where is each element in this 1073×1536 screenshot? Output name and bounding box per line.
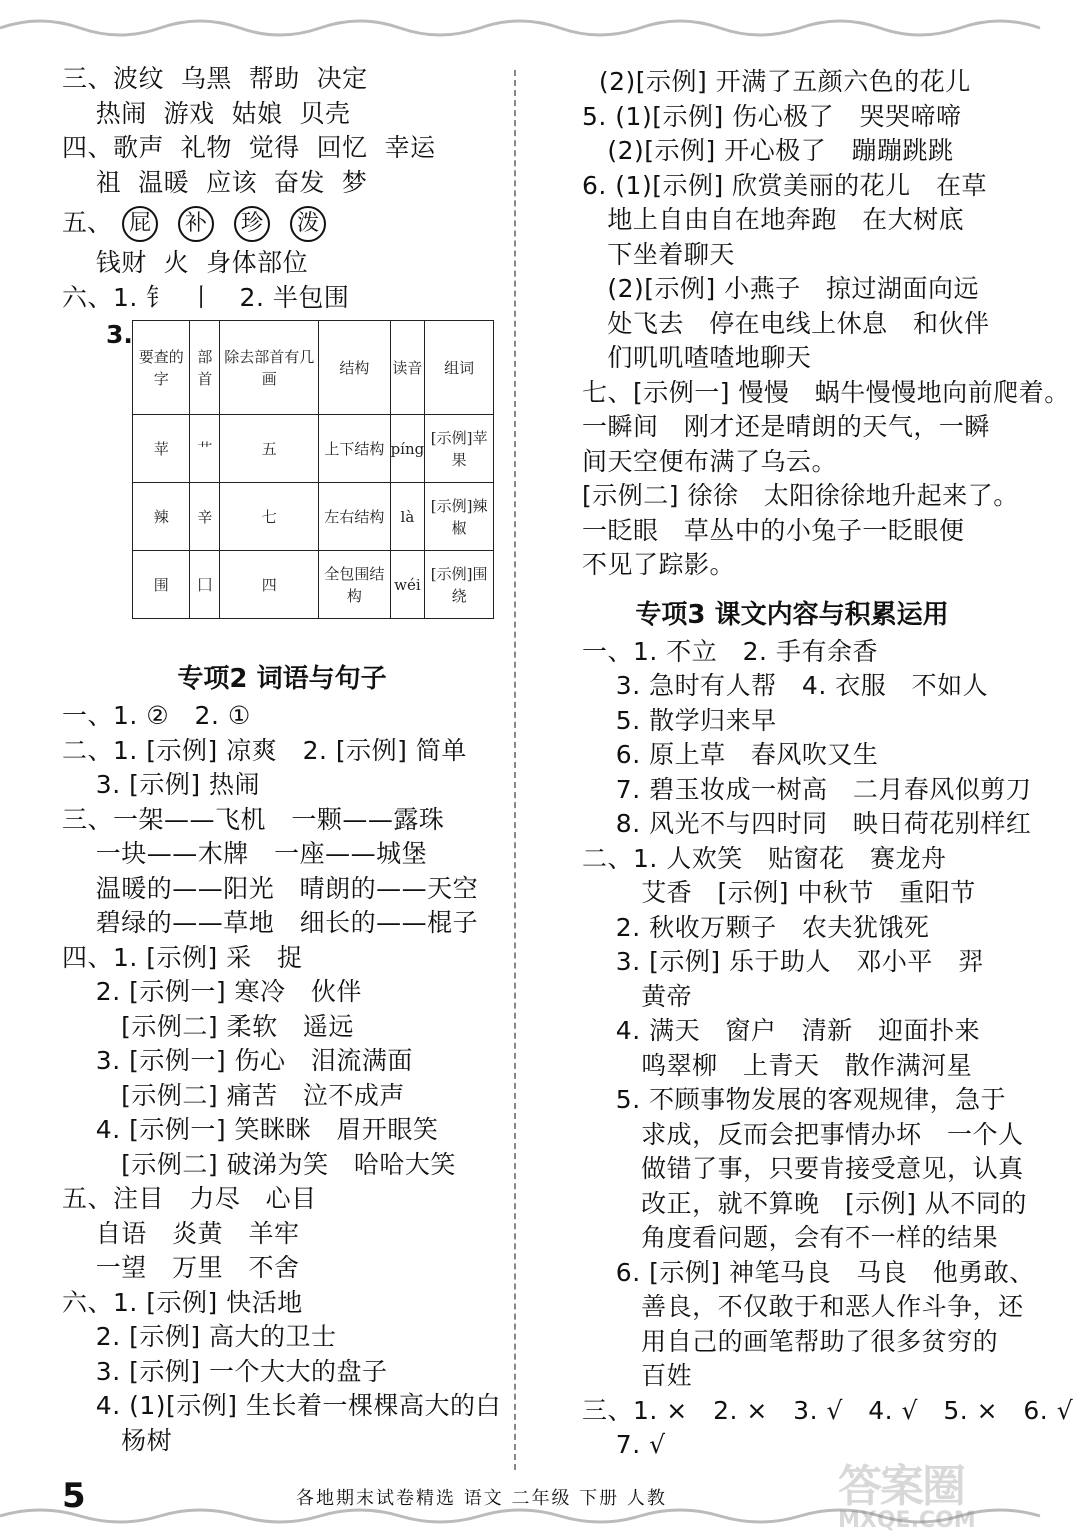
answer-line: 碧绿的——草地 细长的——棍子 (62, 908, 479, 937)
answer-line: 改正，就不算晚 [示例] 从不同的 (582, 1188, 1027, 1218)
answer-line: 做错了事，只要肯接受意见，认真 (582, 1154, 1024, 1183)
answer-line: 不见了踪影。 (582, 550, 736, 579)
table-header-cell: 要查的字 (133, 321, 190, 415)
footer-text: 各地期末试卷精选 语文 二年级 下册 人教 (296, 1488, 667, 1509)
table-header-cell: 除去部首有几画 (220, 321, 319, 415)
answer-line: 一块——木牌 一座——城堡 (62, 839, 428, 868)
table-cell: píng (390, 415, 425, 483)
watermark-logo-text: 答案圈 (838, 1461, 964, 1512)
answer-line: 二、1. 人欢笑 贴窗花 赛龙舟 (582, 843, 947, 873)
table-cell: 囗 (190, 551, 220, 619)
answer-line: 一、1. 不立 2. 手有余香 (582, 636, 878, 666)
answer-line: 3. [示例] 一个大大的盘子 (62, 1356, 388, 1386)
answer-line: 用自己的画笔帮助了很多贫穷的 (582, 1326, 999, 1356)
answer-line: 黄帝 (582, 981, 693, 1011)
answer-line: 三、1. × 2. × 3. √ 4. √ 5. × 6. √ (582, 1395, 1073, 1425)
table-row (133, 415, 494, 483)
page-number: 5 (62, 1476, 86, 1516)
answer-line: 三、一架——飞机 一颗——露珠 (62, 804, 445, 834)
answer-line: 求成，反而会把事情办坏 一个人 (582, 1119, 1024, 1149)
right-column (582, 65, 1073, 1463)
table-cell: 辣 (133, 483, 190, 551)
page-footer (62, 1476, 962, 1516)
answer-line: 六、1. 钅 丨 2. 半包围 (62, 282, 350, 312)
answer-line: 四、歌声 礼物 觉得 回忆 幸运 (62, 133, 436, 162)
answer-line: 一望 万里 不舍 (62, 1253, 300, 1282)
answer-line: 3. [示例一] 伤心 泪流满面 (62, 1046, 413, 1075)
answer-line: 百姓 (582, 1361, 693, 1390)
circled-char: 屁 (122, 206, 158, 242)
answer-line: 5. (1)[示例] 伤心极了 哭哭啼啼 (582, 101, 962, 131)
answer-line: 2. [示例] 高大的卫士 (62, 1322, 337, 1351)
table-cell: 五 (220, 415, 319, 483)
answer-line: 三、波纹 乌黑 帮助 决定 (62, 64, 368, 93)
answer-line: 7. √ (582, 1430, 666, 1459)
table-header-cell: 组词 (425, 321, 494, 415)
answer-line: 2. [示例一] 寒冷 伙伴 (62, 977, 362, 1006)
table-cell: 全包围结构 (319, 551, 390, 619)
answer-line: 一瞬间 刚才还是晴朗的天气，一瞬 (582, 412, 990, 441)
table-cell: là (390, 483, 425, 551)
answer-line: 二、1. [示例] 凉爽 2. [示例] 简单 (62, 735, 467, 765)
circled-char: 珍 (234, 206, 270, 242)
table-cell: 左右结构 (319, 483, 390, 551)
table-header-cell: 部首 (190, 321, 220, 415)
table-cell: 四 (220, 551, 319, 619)
answer-line: 鸣翠柳 上青天 散作满河星 (582, 1050, 973, 1080)
section-title: 专项2 词语与句子 (177, 664, 387, 694)
answer-line: 六、1. [示例] 快活地 (62, 1287, 303, 1317)
answer-line: 一、1. ② 2. ① (62, 701, 251, 730)
answer-line: 艾香 [示例] 中秋节 重阳节 (582, 878, 976, 907)
answer-line: 七、[示例一] 慢慢 蜗牛慢慢地向前爬着。 (582, 377, 1070, 407)
answer-line: 处飞去 停在电线上休息 和伙伴 (582, 308, 990, 338)
answer-line: 2. 秋收万颗子 农夫犹饿死 (582, 912, 930, 942)
top-wave-border (0, 0, 1006, 40)
answer-line: 6. (1)[示例] 欣赏美丽的花儿 在草 (582, 170, 988, 200)
table-cell: 七 (220, 483, 319, 551)
watermark-logo (838, 1450, 998, 1533)
answer-line: 3. 急时有人帮 4. 衣服 不如人 (582, 671, 989, 700)
answer-line-circled (62, 200, 502, 246)
answer-line: 五、注目 力尽 心目 (62, 1184, 317, 1213)
answer-line: 下坐着聊天 (582, 239, 735, 269)
answer-line: 钱财 火 身体部位 (62, 248, 309, 277)
answer-line: 6. [示例] 神笔马良 马良 他勇敢、 (582, 1257, 1035, 1287)
answer-line: 3. [示例] 热闹 (62, 770, 261, 799)
answer-line: 7. 碧玉妆成一树高 二月春风似剪刀 (582, 774, 1032, 804)
section-title: 专项3 课文内容与积累运用 (635, 599, 949, 630)
answer-line: [示例二] 痛苦 泣不成声 (62, 1080, 405, 1110)
table-cell: 辛 (190, 483, 220, 551)
table-header-row (133, 321, 494, 415)
table-number: 3. (106, 320, 133, 349)
table-cell: [示例]苹果 (425, 415, 494, 483)
answer-line: 善良，不仅敢于和恶人作斗争，还 (582, 1292, 1024, 1321)
answer-line: 4. [示例一] 笑眯眯 眉开眼笑 (62, 1115, 439, 1144)
table-header-cell: 结构 (319, 321, 390, 415)
answer-line: (2)[示例] 开满了五颜六色的花儿 (582, 67, 971, 96)
answer-line: 地上自由自在地奔跑 在大树底 (582, 205, 965, 234)
answer-line: 杨树 (62, 1425, 173, 1455)
answer-line: 四、1. [示例] 采 捉 (62, 942, 303, 972)
answer-line: (2)[示例] 小燕子 掠过湖面向远 (582, 274, 980, 303)
answer-line: [示例二] 破涕为笑 哈哈大笑 (62, 1149, 456, 1179)
watermark-url: MXQE.COM (838, 1508, 976, 1533)
character-table (132, 320, 494, 619)
table-row (133, 551, 494, 619)
circled-char: 补 (178, 206, 214, 242)
answer-line: 8. 风光不与四时同 映日荷花别样红 (582, 809, 1032, 838)
column-divider (514, 70, 516, 1470)
section-3-lines (582, 635, 1073, 1463)
answer-line: 自语 炎黄 羊牢 (62, 1218, 300, 1248)
section-prefix: 五、 (62, 208, 113, 237)
table-row (133, 483, 494, 551)
answer-line: 4. 满天 窗户 清新 迎面扑来 (582, 1016, 981, 1045)
answer-line: 热闹 游戏 姑娘 贝壳 (62, 98, 351, 128)
answer-line: 4. (1)[示例] 生长着一棵棵高大的白 (62, 1391, 501, 1420)
table-cell: 苹 (133, 415, 190, 483)
answer-line: 间天空便布满了乌云。 (582, 446, 838, 476)
answer-line: 5. 不顾事物发展的客观规律，急于 (582, 1085, 1007, 1114)
table-cell: 艹 (190, 415, 220, 483)
answer-line: 温暖的——阳光 晴朗的——天空 (62, 873, 479, 903)
left-column (62, 62, 502, 1458)
answer-line: 祖 温暖 应该 奋发 梦 (62, 167, 368, 197)
section-2-lines (62, 699, 502, 1458)
right-top-lines (582, 65, 1070, 583)
table-cell: [示例]围绕 (425, 551, 494, 619)
table-header-cell: 读音 (390, 321, 425, 415)
answer-line: 一眨眼 草丛中的小兔子一眨眼便 (582, 515, 965, 545)
table-cell: 上下结构 (319, 415, 390, 483)
answer-line: 们叽叽喳喳地聊天 (582, 343, 812, 372)
table-cell: 围 (133, 551, 190, 619)
answer-line: [示例二] 柔软 遥远 (62, 1011, 354, 1041)
answer-line: (2)[示例] 开心极了 蹦蹦跳跳 (582, 136, 954, 165)
circled-char: 泼 (290, 206, 326, 242)
answer-line: 3. [示例] 乐于助人 邓小平 羿 (582, 947, 984, 976)
answer-line: 6. 原上草 春风吹又生 (582, 740, 879, 769)
table-cell: [示例]辣椒 (425, 483, 494, 551)
answer-line: 5. 散学归来早 (582, 705, 777, 735)
answer-line: 角度看问题，会有不一样的结果 (582, 1223, 999, 1252)
table-cell: wéi (390, 551, 425, 619)
answer-line: [示例二] 徐徐 太阳徐徐地升起来了。 (582, 481, 1019, 510)
